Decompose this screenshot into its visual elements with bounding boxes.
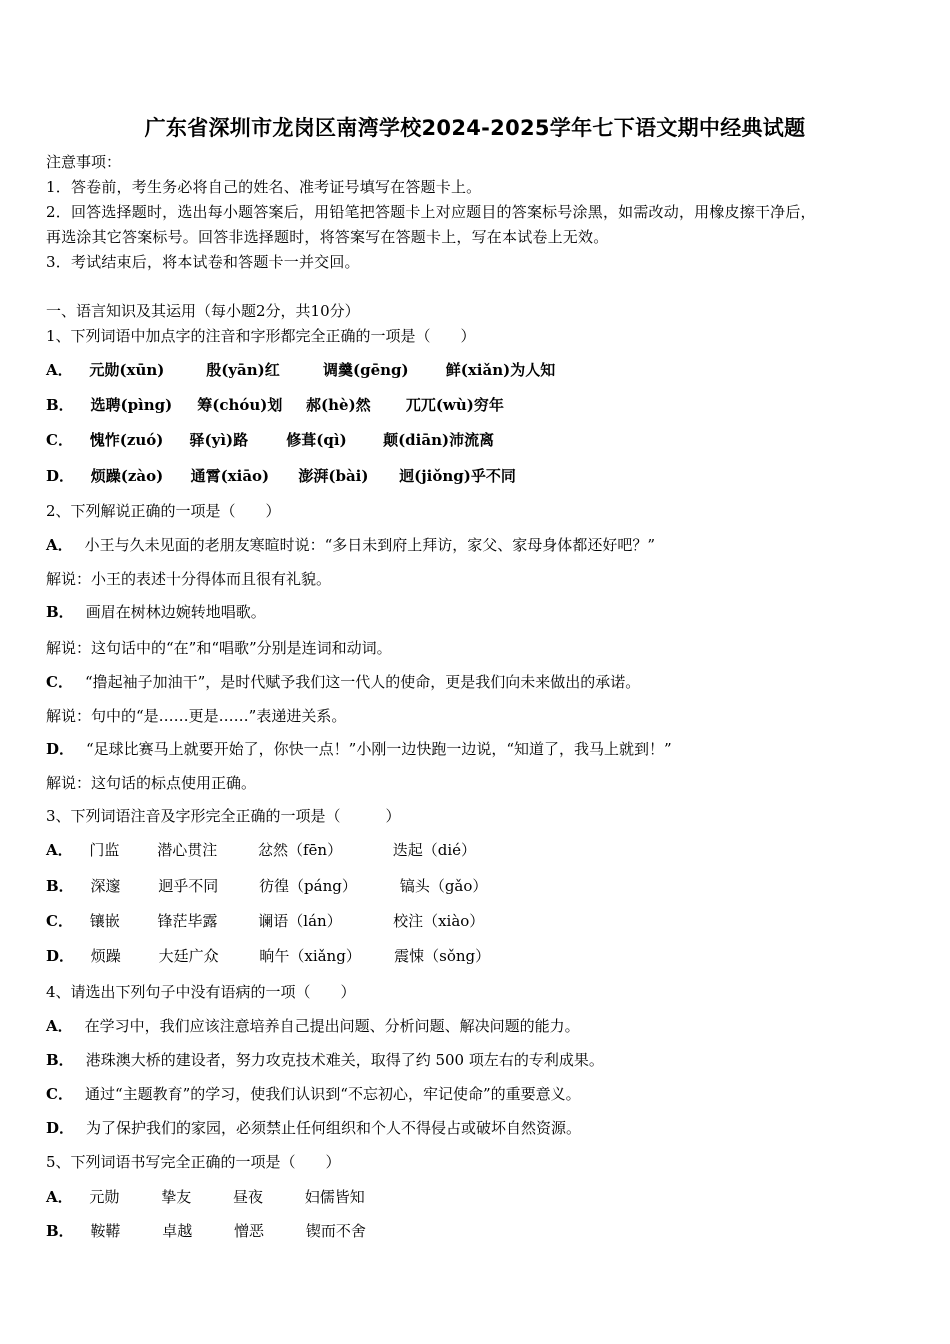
option-word: 卓越 — [162, 1222, 193, 1240]
section-heading: 一、语言知识及其运用（每小题2分，共10分） — [46, 302, 360, 320]
question-stem: 4、请选出下列句子中没有语病的一项（ ） — [46, 983, 356, 1001]
option-label: B． — [46, 877, 74, 895]
option-row — [46, 1016, 580, 1036]
option-word: 挚友 — [161, 1188, 192, 1206]
option-label: C． — [46, 673, 73, 691]
option-label: D． — [46, 740, 75, 758]
option-word: 门监 — [89, 841, 120, 859]
option-word: 修葺(qì) — [286, 431, 347, 449]
option-word: 殷(yān)红 — [206, 361, 280, 379]
option-word: 愧怍(zuó) — [89, 431, 164, 449]
option-word: 震悚（sǒng） — [394, 947, 491, 965]
option-word: 驿(yì)路 — [189, 431, 249, 449]
option-word: 晌午（xiǎng） — [259, 947, 361, 965]
option-word: 鲜(xiǎn)为人知 — [445, 361, 556, 379]
option-row — [46, 1118, 581, 1138]
option-word: 彷徨（páng） — [259, 877, 357, 895]
option-text: “足球比赛马上就要开始了，你快一点！”小刚一边快跑一边说，“知道了，我马上就到！” — [86, 740, 672, 758]
option-word: 元勋 — [89, 1188, 120, 1206]
option-word: 锋茫毕露 — [157, 912, 218, 930]
option-word: 迭起（dié） — [392, 841, 477, 859]
option-label: B． — [46, 603, 74, 621]
notice-item: 2．回答选择题时，选出每小题答案后，用铅笔把答题卡上对应题目的答案标号涂黑，如需改动，用橡皮擦干净后， — [46, 203, 816, 221]
option-row — [46, 739, 672, 759]
option-row — [46, 1050, 604, 1070]
option-row — [46, 911, 484, 931]
option-word: 通霄(xiāo) — [190, 467, 270, 485]
option-label: D． — [46, 1119, 75, 1137]
option-row — [46, 395, 504, 415]
option-label: B． — [46, 396, 74, 414]
option-text: 为了保护我们的家园，必须禁止任何组织和个人不得侵占或破坏自然资源。 — [86, 1119, 582, 1137]
option-label: A． — [46, 536, 73, 554]
option-word: 镐头（gǎo） — [399, 877, 488, 895]
option-word: 鞍鞯 — [90, 1222, 121, 1240]
option-label: A． — [46, 361, 73, 379]
option-word: 元勋(xūn) — [89, 361, 165, 379]
option-label: C． — [46, 1085, 73, 1103]
question-stem: 2、下列解说正确的一项是（ ） — [46, 502, 281, 520]
option-word: 兀兀(wù)穷年 — [405, 396, 504, 414]
explanation-line: 解说：这句话中的“在”和“唱歌”分别是连词和动词。 — [46, 639, 392, 657]
option-word: 调羹(gēng) — [322, 361, 409, 379]
option-row — [46, 360, 555, 380]
option-row — [46, 466, 516, 486]
option-word: 谰语（lán） — [258, 912, 342, 930]
option-label: A． — [46, 841, 73, 859]
option-row — [46, 876, 487, 896]
option-word: 校注（xiào） — [393, 912, 485, 930]
option-label: A． — [46, 1188, 73, 1206]
notice-item: 3．考试结束后，将本试卷和答题卡一并交回。 — [46, 253, 360, 271]
option-row — [46, 840, 476, 860]
option-row — [46, 535, 655, 555]
option-word: 烦躁(zào) — [90, 467, 164, 485]
option-label: B． — [46, 1222, 74, 1240]
option-text: 画眉在树林边婉转地唱歌。 — [85, 603, 266, 621]
explanation-line: 解说：小王的表述十分得体而且很有礼貌。 — [46, 570, 332, 588]
option-label: D． — [46, 947, 75, 965]
option-row — [46, 672, 640, 692]
question-stem: 3、下列词语注音及字形完全正确的一项是（ ） — [46, 807, 401, 825]
option-word: 妇儒皆知 — [304, 1188, 365, 1206]
option-word: 镶嵌 — [89, 912, 120, 930]
option-row — [46, 946, 490, 966]
option-row — [46, 602, 266, 622]
option-word: 澎湃(bài) — [298, 467, 369, 485]
notice-item: 再选涂其它答案标号。回答非选择题时，将答案写在答题卡上，写在本试卷上无效。 — [46, 228, 609, 246]
notice-item: 1．答卷前，考生务必将自己的姓名、准考证号填写在答题卡上。 — [46, 178, 482, 196]
option-word: 潜心贯注 — [157, 841, 218, 859]
option-text: 小王与久未见面的老朋友寒暄时说：“多日未到府上拜访，家父、家母身体都还好吧？” — [84, 536, 655, 554]
option-word: 憎恶 — [234, 1222, 265, 1240]
option-label: A． — [46, 1017, 73, 1035]
page-title: 广东省深圳市龙岗区南湾学校2024-2025学年七下语文期中经典试题 — [144, 116, 806, 140]
option-word: 昼夜 — [232, 1188, 263, 1206]
option-text: “撸起袖子加油干”，是时代赋予我们这一代人的使命，更是我们向未来做出的承诺。 — [84, 673, 641, 691]
option-row — [46, 1187, 365, 1207]
option-row — [46, 430, 494, 450]
question-stem: 1、下列词语中加点字的注音和字形都完全正确的一项是（ ） — [46, 327, 476, 345]
option-word: 锲而不舍 — [305, 1222, 366, 1240]
option-word: 郝(hè)然 — [306, 396, 371, 414]
option-word: 烦躁 — [90, 947, 121, 965]
option-text: 在学习中，我们应该注意培养自己提出问题、分析问题、解决问题的能力。 — [84, 1017, 580, 1035]
option-label: D． — [46, 467, 75, 485]
option-word: 深邃 — [90, 877, 121, 895]
option-text: 港珠澳大桥的建设者，努力攻克技术难关，取得了约 500 项左右的专利成果。 — [85, 1051, 604, 1069]
option-word: 颠(diān)沛流离 — [383, 431, 495, 449]
option-word: 选聘(pìng) — [90, 396, 173, 414]
option-word: 迥乎不同 — [158, 877, 219, 895]
option-row — [46, 1084, 581, 1104]
option-word: 筹(chóu)划 — [197, 396, 283, 414]
option-word: 忿然（fēn） — [257, 841, 343, 859]
notice-heading: 注意事项： — [46, 153, 122, 171]
option-row — [46, 1221, 366, 1241]
option-text: 通过“主题教育”的学习，使我们认识到“不忘初心，牢记使命”的重要意义。 — [84, 1085, 581, 1103]
explanation-line: 解说：句中的“是……更是……”表递进关系。 — [46, 707, 347, 725]
explanation-line: 解说：这句话的标点使用正确。 — [46, 774, 257, 792]
option-word: 大廷广众 — [158, 947, 219, 965]
option-word: 迥(jiǒng)乎不同 — [399, 467, 516, 485]
option-label: B． — [46, 1051, 74, 1069]
option-label: C． — [46, 912, 73, 930]
question-stem: 5、下列词语书写完全正确的一项是（ ） — [46, 1153, 341, 1171]
option-label: C． — [46, 431, 73, 449]
